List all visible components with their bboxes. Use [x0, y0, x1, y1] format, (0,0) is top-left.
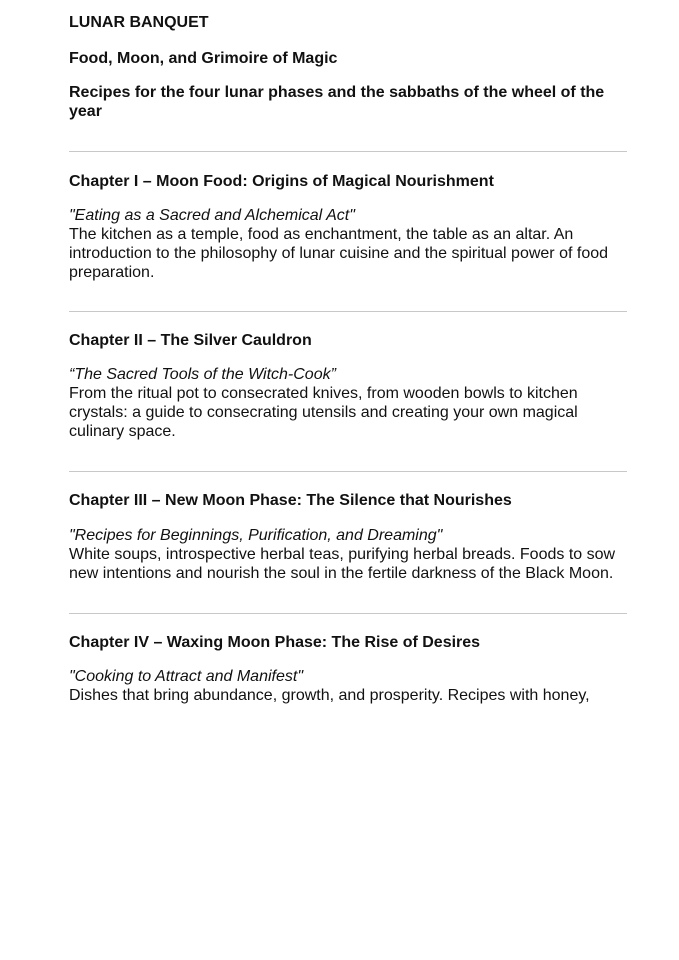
chapter-body: From the ritual pot to consecrated knives, from wooden bowls to kitchen crystals: a guide to consecrating utensils and creating your own magical culinary space.: [69, 385, 578, 440]
chapter-body: The kitchen as a temple, food as enchantment, the table as an altar. An introduction to the philosophy of lunar cuisine and the spiritual power of food preparation.: [69, 226, 609, 281]
chapter-quote: "Eating as a Sacred and Alchemical Act": [69, 207, 355, 224]
chapter-quote: "Recipes for Beginnings, Purification, and Dreaming": [69, 527, 443, 544]
chapter-heading: Chapter I – Moon Food: Origins of Magical Nourishment: [69, 173, 494, 190]
chapter-heading: Chapter IV – Waxing Moon Phase: The Rise of Desires: [69, 634, 481, 651]
divider: [69, 151, 627, 152]
divider: [69, 471, 627, 472]
chapter-heading: Chapter II – The Silver Cauldron: [69, 332, 312, 349]
chapter-quote: "Cooking to Attract and Manifest": [69, 668, 303, 685]
chapter-quote: “The Sacred Tools of the Witch-Cook”: [69, 366, 336, 383]
document-title: LUNAR BANQUET: [69, 14, 209, 31]
document-subtitle: Food, Moon, and Grimoire of Magic: [69, 50, 338, 67]
chapter-body: Dishes that bring abundance, growth, and prosperity. Recipes with honey,: [69, 687, 590, 704]
document-tagline: Recipes for the four lunar phases and the sabbaths of the wheel of the year: [69, 84, 605, 120]
divider: [69, 311, 627, 312]
divider: [69, 613, 627, 614]
chapter-heading: Chapter III – New Moon Phase: The Silence that Nourishes: [69, 492, 512, 509]
chapter-body: White soups, introspective herbal teas, purifying herbal breads. Foods to sow new intentions and nourish the soul in the fertile darkness of the Black Moon.: [69, 546, 616, 582]
